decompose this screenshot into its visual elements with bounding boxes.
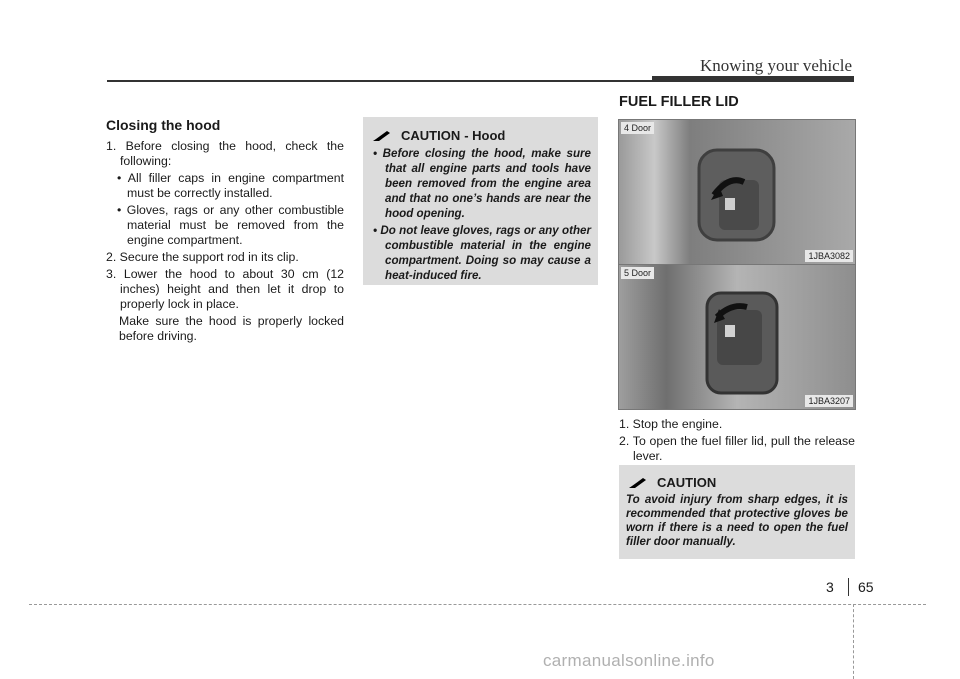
footer-rule <box>29 604 926 605</box>
header-bar <box>652 76 854 82</box>
caution-fuel-text: To avoid injury from sharp edges, it is recommended that protective gloves be worn if there is a need to open the fuel filler door manually. <box>626 493 848 548</box>
photo-code-5door: 1JBA3207 <box>805 395 853 407</box>
footer-vertical-rule <box>853 604 854 679</box>
watermark: carmanualsonline.info <box>543 651 715 670</box>
caution-hood-box <box>363 117 598 285</box>
caution-fuel-label: CAUTION <box>657 475 717 490</box>
fuel-lever-image-4door <box>619 120 855 264</box>
closing-bullet-2: • Gloves, rags or any other combustible material must be removed from the engine compartment. <box>117 203 344 247</box>
fuel-step-1: 1. Stop the engine. <box>619 417 723 431</box>
caution-hood-item-1: • Before closing the hood, make sure that all engine parts and tools have been removed from the engine area and that no one’s hands are near the hood opening. <box>373 147 591 220</box>
fuel-lever-photo-5door <box>618 264 856 410</box>
caution-hood-items <box>373 146 591 285</box>
caution-fuel-header <box>627 475 716 490</box>
caution-pen-icon <box>371 130 393 142</box>
photo-label-4door: 4 Door <box>621 122 654 134</box>
closing-step-3: 3. Lower the hood to about 30 cm (12 inches) height and then let it drop to properly lock in place. <box>106 267 344 311</box>
fuel-lever-image-5door <box>619 265 855 409</box>
fuel-step-2: 2. To open the fuel filler lid, pull the release lever. <box>619 434 855 463</box>
photo-label-5door: 5 Door <box>621 267 654 279</box>
caution-fuel-box <box>619 465 855 559</box>
photo-code-4door: 1JBA3082 <box>805 250 853 262</box>
fuel-filler-heading: FUEL FILLER LID <box>619 94 739 110</box>
fuel-steps <box>619 417 855 466</box>
page-number-divider <box>848 578 849 596</box>
caution-pen-icon <box>627 477 649 489</box>
closing-hood-heading: Closing the hood <box>106 117 221 133</box>
fuel-lever-photo-4door <box>618 119 856 265</box>
page-number: 65 <box>858 579 874 595</box>
caution-hood-header <box>371 128 505 143</box>
closing-note: Make sure the hood is properly locked before driving. <box>119 314 344 343</box>
caution-hood-suffix: - Hood <box>464 128 506 143</box>
page-section-number: 3 <box>826 579 834 595</box>
header-rule <box>107 80 653 82</box>
closing-hood-instructions <box>106 139 344 346</box>
closing-bullet-1: • All filler caps in engine compartment must be correctly installed. <box>117 171 344 200</box>
closing-step-1: 1. Before closing the hood, check the following: <box>106 139 344 168</box>
caution-hood-item-2: • Do not leave gloves, rags or any other combustible material in the engine compartment. Doing so may cause a heat-induced fire. <box>373 224 591 282</box>
section-title: Knowing your vehicle <box>699 56 852 75</box>
caution-hood-label: CAUTION <box>401 128 461 143</box>
closing-step-2: 2. Secure the support rod in its clip. <box>106 250 299 264</box>
